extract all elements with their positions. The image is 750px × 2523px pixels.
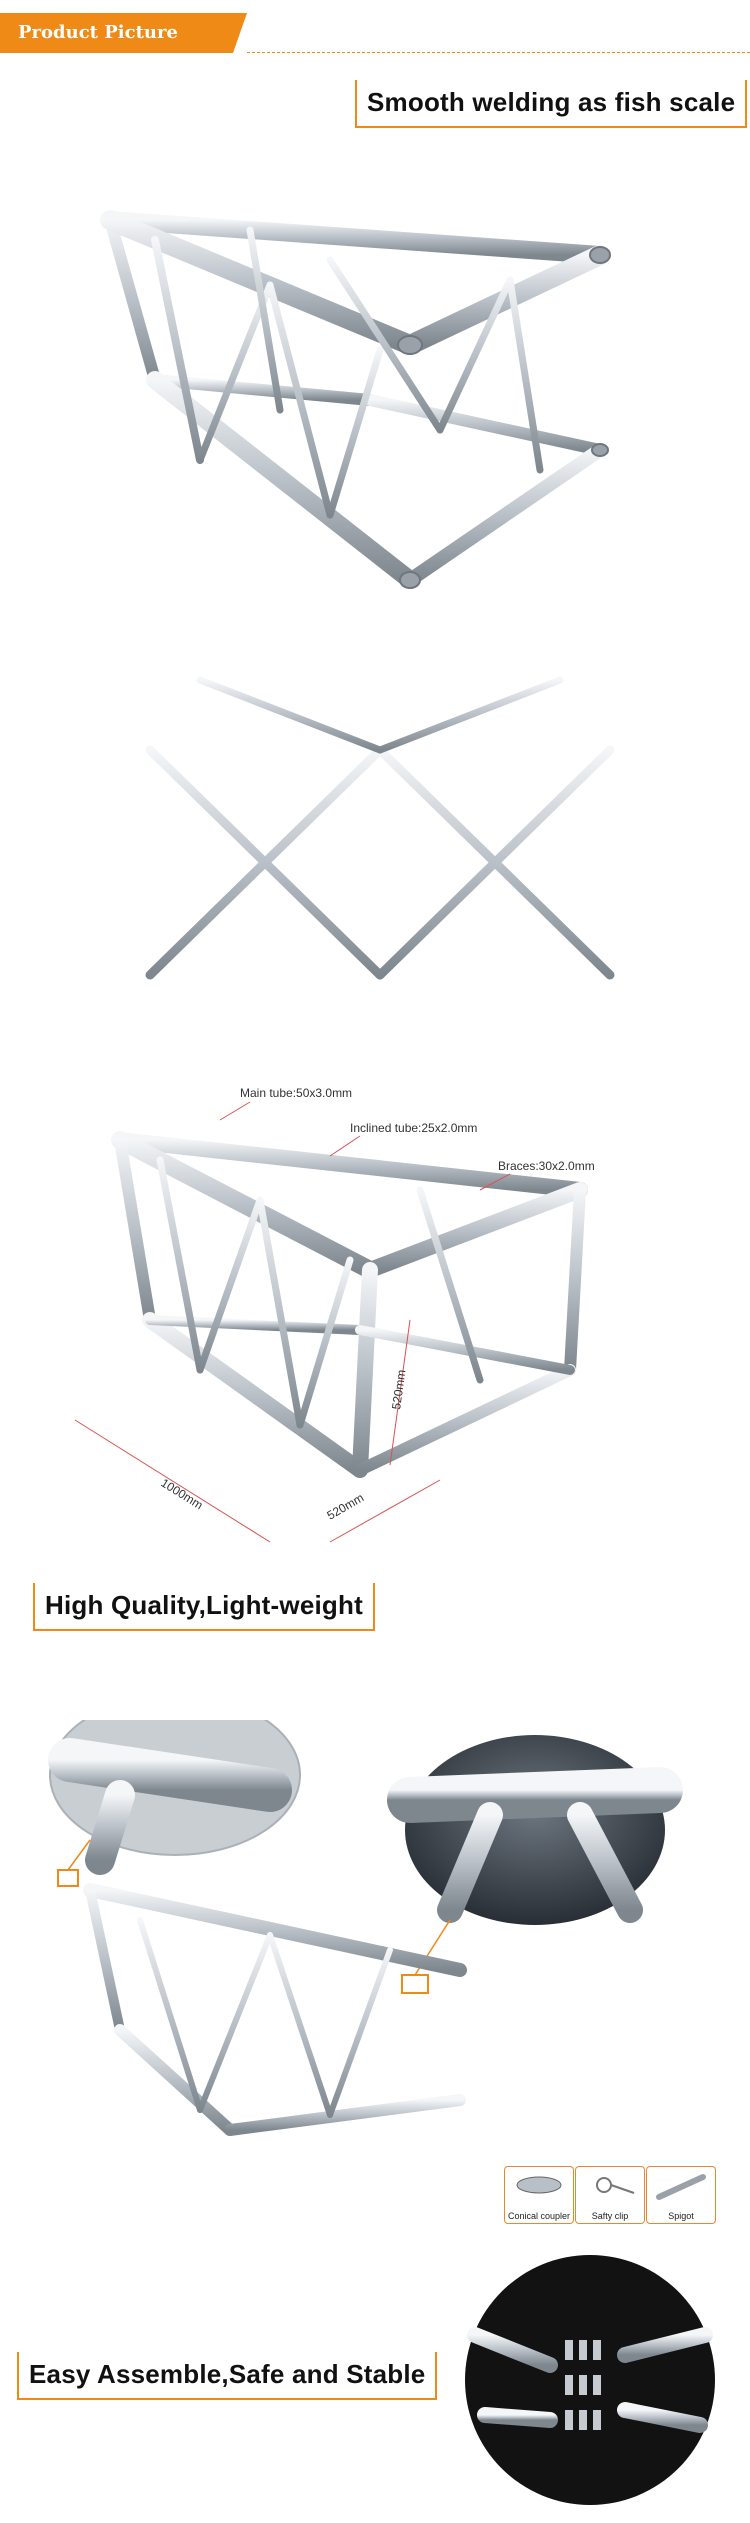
accessory-label: Spigot bbox=[668, 2211, 694, 2221]
conical-coupler-icon bbox=[505, 2167, 573, 2207]
accessory-label: Safty clip bbox=[591, 2211, 629, 2221]
accessory-label: Conical coupler bbox=[507, 2211, 571, 2221]
label-main-tube: Main tube:50x3.0mm bbox=[240, 1086, 353, 1100]
banner-assemble bbox=[17, 2352, 437, 2400]
banner-quality-text: High Quality,Light-weight bbox=[45, 1590, 363, 1620]
truss-photo-side bbox=[50, 650, 710, 1020]
header-divider bbox=[247, 52, 750, 53]
truss-dimension-drawing bbox=[60, 1080, 700, 1550]
banner-welding bbox=[355, 80, 747, 128]
assembly-detail-photo bbox=[455, 2245, 725, 2515]
accessory-safety-clip bbox=[575, 2166, 645, 2224]
accessory-conical-coupler bbox=[504, 2166, 574, 2224]
banner-quality bbox=[33, 1583, 375, 1631]
banner-welding-text: Smooth welding as fish scale bbox=[367, 87, 736, 117]
truss-photo-angled bbox=[80, 150, 680, 630]
section-title: Product Picture bbox=[18, 22, 178, 43]
label-height: 520mm bbox=[389, 1368, 409, 1411]
label-braces: Braces:30x2.0mm bbox=[498, 1159, 595, 1173]
label-inclined-tube: Inclined tube:25x2.0mm bbox=[350, 1121, 478, 1135]
label-width: 520mm bbox=[324, 1490, 367, 1523]
label-length: 1000mm bbox=[158, 1475, 206, 1513]
spigot-icon bbox=[647, 2167, 715, 2207]
safety-clip-icon bbox=[576, 2167, 644, 2207]
welding-detail-photos bbox=[30, 1720, 730, 2160]
section-header-tab bbox=[0, 13, 233, 53]
accessory-spigot bbox=[646, 2166, 716, 2224]
banner-assemble-text: Easy Assemble,Safe and Stable bbox=[29, 2359, 426, 2389]
